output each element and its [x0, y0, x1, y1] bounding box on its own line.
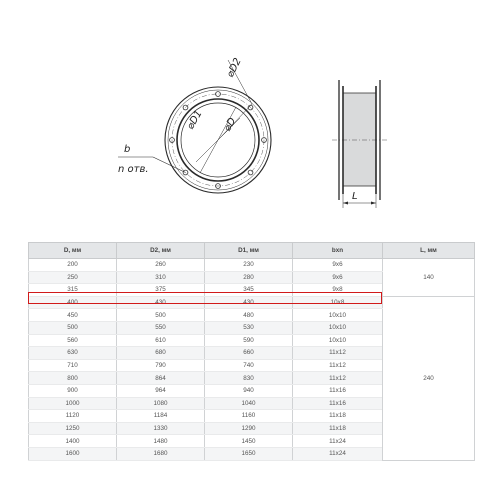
- cell-d2: 610: [117, 334, 205, 347]
- cell-d2: 1184: [117, 410, 205, 423]
- cell-d2: 864: [117, 372, 205, 385]
- cell-d1: 280: [205, 271, 293, 284]
- length-label: L: [352, 191, 358, 202]
- cell-d: 1400: [29, 435, 117, 448]
- cell-d: 1600: [29, 447, 117, 460]
- cell-bxn: 11x18: [293, 410, 383, 423]
- cell-d1: 1290: [205, 422, 293, 435]
- cell-d1: 590: [205, 334, 293, 347]
- cell-bxn: 9x6: [293, 259, 383, 272]
- cell-d2: 1480: [117, 435, 205, 448]
- cell-d: 500: [29, 321, 117, 334]
- cell-d2: 680: [117, 347, 205, 360]
- cell-d: 800: [29, 372, 117, 385]
- cell-d1: 1650: [205, 447, 293, 460]
- cell-d1: 480: [205, 309, 293, 322]
- cell-d1: 230: [205, 259, 293, 272]
- cell-bxn: 11x12: [293, 372, 383, 385]
- cell-d: 1000: [29, 397, 117, 410]
- table-row: [29, 259, 475, 272]
- header-l: L, мм: [383, 243, 475, 259]
- cell-d2: 310: [117, 271, 205, 284]
- cell-bxn: 11x16: [293, 384, 383, 397]
- cell-d2: 1330: [117, 422, 205, 435]
- cell-bxn: 11x24: [293, 447, 383, 460]
- cell-bxn: 11x12: [293, 359, 383, 372]
- cell-d: 400: [29, 296, 117, 309]
- cell-d2: 790: [117, 359, 205, 372]
- cell-bxn: 10x10: [293, 334, 383, 347]
- cell-d: 200: [29, 259, 117, 272]
- header-d: D, мм: [29, 243, 117, 259]
- cell-d: 630: [29, 347, 117, 360]
- cell-d2: 430: [117, 296, 205, 309]
- cell-bxn: 10x8: [293, 296, 383, 309]
- highlighted-row-outline: [28, 292, 382, 304]
- cell-bxn: 9x8: [293, 284, 383, 297]
- cell-d: 1250: [29, 422, 117, 435]
- d1-label: ⌀D1: [185, 108, 205, 132]
- cell-bxn: 10x10: [293, 309, 383, 322]
- cell-l: 240: [383, 296, 475, 460]
- cell-bxn: 11x16: [293, 397, 383, 410]
- flange-side-view: [332, 80, 388, 208]
- header-bxn: bxn: [293, 243, 383, 259]
- cell-d1: 1450: [205, 435, 293, 448]
- d-label: ⌀D: [222, 116, 239, 134]
- cell-d: 1120: [29, 410, 117, 423]
- cell-bxn: 11x24: [293, 435, 383, 448]
- cell-d2: 1080: [117, 397, 205, 410]
- cell-d: 315: [29, 284, 117, 297]
- cell-d: 560: [29, 334, 117, 347]
- cell-bxn: 9x6: [293, 271, 383, 284]
- cell-d1: 1160: [205, 410, 293, 423]
- cell-d2: 260: [117, 259, 205, 272]
- cell-d1: 1040: [205, 397, 293, 410]
- cell-d1: 830: [205, 372, 293, 385]
- header-d1: D1, мм: [205, 243, 293, 259]
- cell-d: 710: [29, 359, 117, 372]
- d2-label: ⌀D2: [224, 56, 244, 80]
- cell-d1: 940: [205, 384, 293, 397]
- table-header-row: [29, 243, 475, 259]
- cell-d: 450: [29, 309, 117, 322]
- cell-d1: 345: [205, 284, 293, 297]
- cell-d2: 1680: [117, 447, 205, 460]
- cell-bxn: 11x18: [293, 422, 383, 435]
- technical-drawing: [0, 0, 500, 230]
- cell-bxn: 10x10: [293, 321, 383, 334]
- cell-d2: 500: [117, 309, 205, 322]
- cell-d2: 964: [117, 384, 205, 397]
- cell-d: 900: [29, 384, 117, 397]
- cell-bxn: 11x12: [293, 347, 383, 360]
- n-holes-label: n отв.: [118, 164, 149, 175]
- cell-d1: 530: [205, 321, 293, 334]
- cell-d1: 660: [205, 347, 293, 360]
- spec-table: [28, 242, 475, 461]
- cell-d2: 550: [117, 321, 205, 334]
- cell-l: 140: [383, 259, 475, 297]
- cell-d1: 740: [205, 359, 293, 372]
- header-d2: D2, мм: [117, 243, 205, 259]
- cell-d: 250: [29, 271, 117, 284]
- cell-d1: 430: [205, 296, 293, 309]
- b-label: b: [124, 144, 131, 155]
- cell-d2: 375: [117, 284, 205, 297]
